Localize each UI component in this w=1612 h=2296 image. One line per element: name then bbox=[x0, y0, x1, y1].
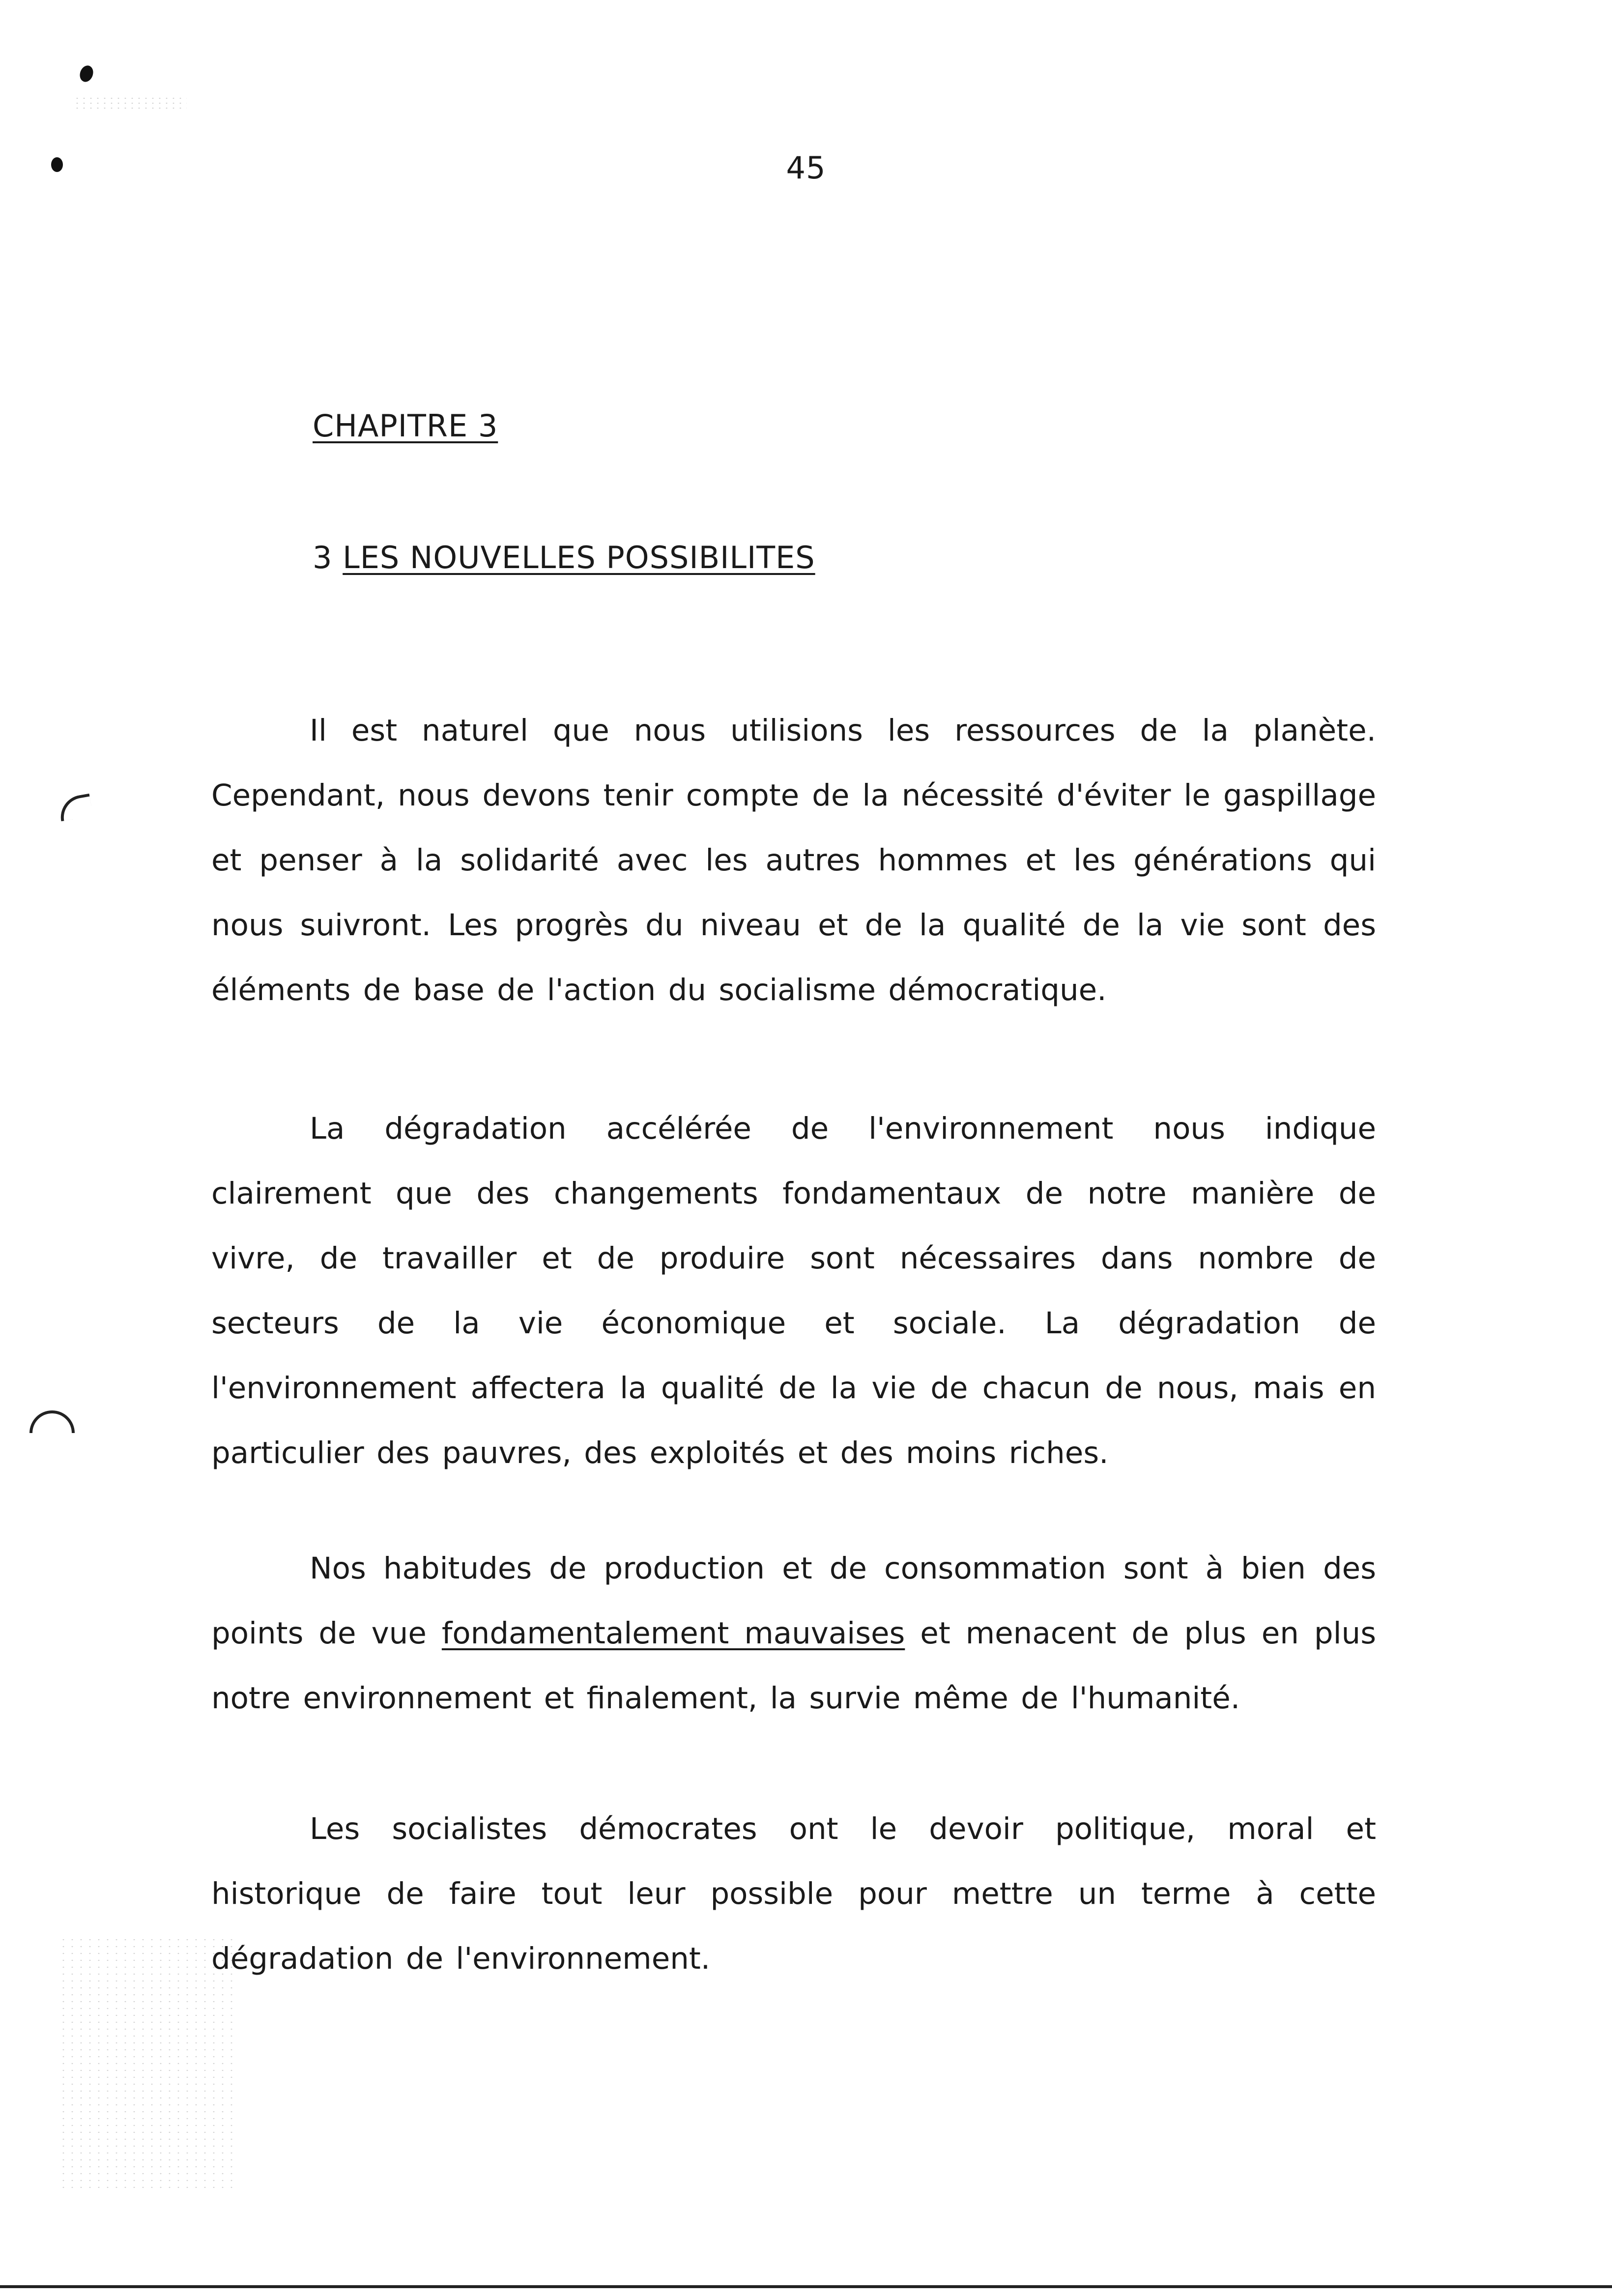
page-number: 45 bbox=[786, 150, 826, 186]
scan-mark-dot bbox=[78, 64, 95, 84]
paragraph-3-after: et menacent de plus en plus notre environnement et finalement, la survie même de l'humanité. bbox=[211, 1616, 1376, 1716]
scan-noise-top bbox=[74, 96, 187, 111]
section-title: LES NOUVELLES POSSIBILITES bbox=[343, 540, 815, 575]
section-number: 3 bbox=[313, 540, 333, 575]
scan-mark-hole bbox=[29, 1410, 75, 1433]
scan-noise-margin bbox=[59, 1936, 236, 2192]
paragraph-1: Il est naturel que nous utilisions les ressources de la planète. Cependant, nous devons tenir compte de la nécessité d'éviter le gaspillage et penser à la solidarité avec les autres hommes et les générations qui nous suivront. Les progrès du niveau et de la qualité de la vie sont des éléments de base de l'action du socialisme démocratique. bbox=[211, 713, 1376, 1007]
section-heading bbox=[313, 540, 815, 575]
paragraph-3-before: Nos habitudes de production et de consommation sont à bien des points de vue bbox=[211, 1551, 1376, 1651]
scan-mark-hole bbox=[58, 794, 93, 822]
paragraph-3-emphasis: fondamentalement mauvaises bbox=[441, 1616, 905, 1651]
chapter-title: CHAPITRE 3 bbox=[313, 408, 498, 444]
paragraph-2: La dégradation accélérée de l'environnement nous indique clairement que des changements fondamentaux de notre manière de vivre, de travailler et de produire sont nécessaires dans nombre de secteurs de la vie économique et sociale. La dégradation de l'environnement affectera la qualité de la vie de chacun de nous, mais en particulier des pauvres, des exploités et des moins riches. bbox=[211, 1111, 1376, 1470]
bottom-scan-edge bbox=[0, 2285, 1612, 2288]
paragraph-3 bbox=[211, 1536, 1376, 1731]
scan-mark-dot bbox=[51, 157, 63, 172]
paragraph-4: Les socialistes démocrates ont le devoir politique, moral et historique de faire tout leur possible pour mettre un terme à cette dégradation de l'environnement. bbox=[211, 1811, 1376, 1976]
